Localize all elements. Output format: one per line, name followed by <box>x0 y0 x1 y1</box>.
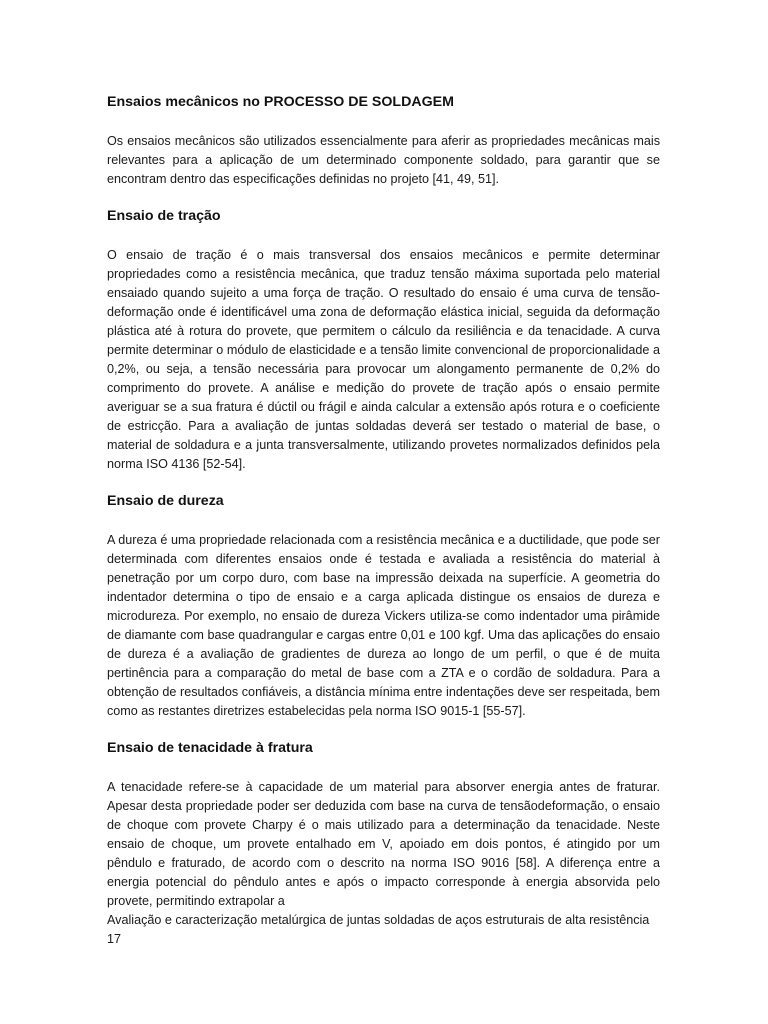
section-paragraph: O ensaio de tração é o mais transversal dos ensaios mecânicos e permite determinar propriedades como a resistência mecânica, que traduz tensão máxima suportada pelo material ensaiado quando sujeito a uma força de tração. O resultado do ensaio é uma curva de tensão-deformação onde é identificável uma zona de deformação elástica inicial, seguida da deformação plástica até à rotura do provete, que permitem o cálculo da resiliência e da tenacidade. A curva permite determinar o módulo de elasticidade e a tensão limite convencional de proporcionalidade a 0,2%, ou seja, a tensão necessária para provocar um alongamento permanente de 0,2% do comprimento do provete. A análise e medição do provete de tração após o ensaio permite averiguar se a sua fratura é dúctil ou frágil e ainda calcular a extensão após rotura e o coeficiente de estricção. Para a avaliação de juntas soldadas deverá ser testado o material de base, o material de soldadura e a junta transversalmente, utilizando provetes normalizados definidos pela norma ISO 4136 [52-54]. <box>107 248 660 471</box>
section-paragraph: A dureza é uma propriedade relacionada com a resistência mecânica e a ductilidade, que pode ser determinada com diferentes ensaios onde é testada e avaliada a resistência do material à penetração por um corpo duro, com base na impressão deixada na superfície. A geometria do indentador determina o tipo de ensaio e a carga aplicada distingue os ensaios de dureza e microdureza. Por exemplo, no ensaio de dureza Vickers utiliza-se como indentador uma pirâmide de diamante com base quadrangular e cargas entre 0,01 e 100 kgf. Uma das aplicações do ensaio de dureza é a avaliação de gradientes de dureza ao longo de um perfil, o que é de muita pertinência para a comparação do metal de base com a ZTA e o cordão de soldadura. Para a obtenção de resultados confiáveis, a distância mínima entre indentações deve ser respeitada, bem como as restantes diretrizes estabelecidas pela norma ISO 9015-1 [55-57]. <box>107 533 660 718</box>
document-page <box>107 92 660 949</box>
section-heading: Ensaio de tração <box>107 208 221 224</box>
section-heading: Ensaio de tenacidade à fratura <box>107 740 313 756</box>
section-heading: Ensaios mecânicos no PROCESSO DE SOLDAGEM <box>107 94 454 110</box>
section-heading: Ensaio de dureza <box>107 493 224 509</box>
footer-title: Avaliação e caracterização metalúrgica de juntas soldadas de aços estruturais de alta resistência <box>107 913 650 927</box>
section-paragraph: Os ensaios mecânicos são utilizados essencialmente para aferir as propriedades mecânicas mais relevantes para a aplicação de um determinado componente soldado, para garantir que se encontram dentro das especificações definidas no projeto [41, 49, 51]. <box>107 134 660 186</box>
section-paragraph: A tenacidade refere-se à capacidade de um material para absorver energia antes de fraturar. Apesar desta propriedade poder ser deduzida com base na curva de tensãodeformação, o ensaio de choque com provete Charpy é o mais utilizado para a determinação da tenacidade. Neste ensaio de choque, um provete entalhado em V, apoiado em dois pontos, é atingido por um pêndulo e fraturado, de acordo com o descrito na norma ISO 9016 [58]. A diferença entre a energia potencial do pêndulo antes e após o impacto corresponde à energia absorvida pelo provete, permitindo extrapolar a <box>107 780 660 908</box>
page-number: 17 <box>107 932 122 946</box>
